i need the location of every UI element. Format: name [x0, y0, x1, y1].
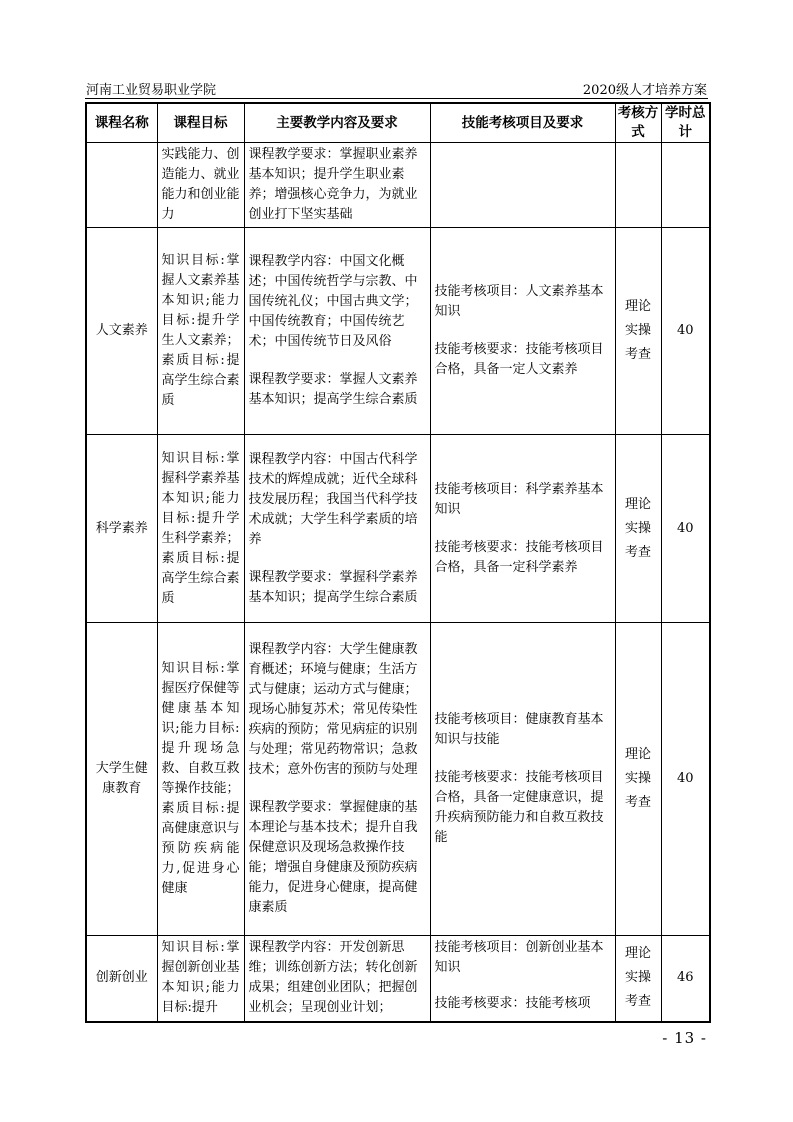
content-cell: [244, 623, 430, 936]
skill-cell: [430, 435, 615, 623]
skill-cell: [430, 623, 615, 936]
header-institution: 河南工业贸易职业学院: [86, 83, 217, 98]
col-header-exam: 考核方式: [615, 103, 661, 143]
course-name-cell: 创新创业: [86, 936, 157, 1022]
content-cell: [244, 228, 430, 435]
requirement-text: 课程教学要求：掌握健康的基本理论与基本技术；提升自我保健意识及现场急救操作技能；增强自身健康及预防疾病能力，促进身心健康，提高健康素质: [248, 800, 418, 915]
page-number: - 13 -: [662, 1029, 707, 1047]
col-header-course-name: 课程名称: [86, 103, 157, 143]
hours-cell: 40: [661, 623, 710, 936]
skill-cell: [430, 936, 615, 1022]
hours-cell: [661, 143, 710, 228]
col-header-course-goal: 课程目标: [157, 103, 244, 143]
exam-cell: [615, 143, 661, 228]
course-name-cell: 人文素养: [86, 228, 157, 435]
col-header-skill: 技能考核项目及要求: [430, 103, 615, 143]
skill-requirement-text: 技能考核要求：技能考核项: [434, 996, 591, 1011]
requirement-text: 课程教学要求：掌握人文素养基本知识；提高学生综合素质: [248, 372, 418, 407]
exam-method-cell: 理论 实操 考查: [615, 435, 661, 623]
skill-cell: [430, 143, 615, 228]
content-text: 课程教学内容：开发创新思维；训练创新方法；转化创新成果；组建创业团队；把握创业机会；呈现创业计划；: [248, 940, 418, 1016]
hours-cell: 40: [661, 435, 710, 623]
course-goal-cell: 知识目标:掌握医疗保健等健康基本知识;能力目标:提升现场急救、自救互救等操作技能；素质目标:提高健康意识与预防疾病能力,促进身心健康: [157, 623, 244, 936]
table-header-row: [86, 103, 710, 143]
content-cell: 课程教学要求：掌握职业素养基本知识；提升学生职业素养；增强核心竞争力，为就业创业打下坚实基础: [244, 143, 430, 228]
header-rule: [85, 98, 708, 99]
skill-requirement-text: 技能考核要求：技能考核项目合格，具备一定健康意识，提升疾病预防能力和自救互救技能: [434, 770, 604, 845]
table-row: [86, 228, 710, 435]
content-cell: [244, 435, 430, 623]
course-name-cell: 大学生健康教育: [86, 623, 157, 936]
requirement-text: 课程教学要求：掌握科学素养基本知识；提高学生综合素质: [248, 569, 418, 605]
table-row-continuation: [86, 143, 710, 228]
hours-cell: 46: [661, 936, 710, 1022]
content-cell: [244, 936, 430, 1022]
col-header-hours: 学时总计: [661, 103, 710, 143]
course-goal-cell: 知识目标:掌握科学素养基本知识;能力目标:提升学生科学素养；素质目标:提高学生综合素质: [157, 435, 244, 623]
exam-method-cell: 理论 实操 考查: [615, 936, 661, 1022]
content-text: 课程教学内容：中国古代科学技术的辉煌成就；近代全球科技发展历程；我国当代科学技术成就；大学生科学素质的培养: [248, 451, 418, 547]
col-header-content: 主要教学内容及要求: [244, 103, 430, 143]
exam-method-cell: 理论 实操 考查: [615, 228, 661, 435]
skill-requirement-text: 技能考核要求：技能考核项目合格，具备一定人文素养: [434, 342, 604, 377]
skill-item-text: 技能考核项目：人文素养基本知识: [434, 284, 604, 319]
skill-item-text: 技能考核项目：健康教育基本知识与技能: [434, 712, 604, 747]
table-row: [86, 936, 710, 1022]
header-doc-title: 2020级人才培养方案: [582, 83, 707, 98]
table-row: [86, 623, 710, 936]
skill-requirement-text: 技能考核要求：技能考核项目合格，具备一定科学素养: [434, 539, 604, 575]
hours-cell: 40: [661, 228, 710, 435]
course-name-cell: 科学素养: [86, 435, 157, 623]
skill-cell: [430, 228, 615, 435]
table-row: [86, 435, 710, 623]
skill-item-text: 技能考核项目：科学素养基本知识: [434, 481, 604, 517]
exam-method-cell: 理论 实操 考查: [615, 623, 661, 936]
course-goal-cell: 知识目标:掌握创新创业基本知识;能力目标:提升: [157, 936, 244, 1022]
course-name-cell: [86, 143, 157, 228]
course-goal-cell: 实践能力、创造能力、就业能力和创业能力: [157, 143, 244, 228]
course-goal-cell: 知识目标:掌握人文素养基本知识;能力目标:提升学生人文素养；素质目标:提高学生综合素质: [157, 228, 244, 435]
content-text: 课程教学内容：中国文化概述；中国传统哲学与宗教、中国传统礼仪；中国古典文学；中国传统教育；中国传统艺术；中国传统节日及风俗: [248, 254, 418, 349]
skill-item-text: 技能考核项目：创新创业基本知识: [434, 940, 604, 975]
curriculum-table: [85, 102, 711, 1023]
content-text: 课程教学内容：大学生健康教育概述；环境与健康；生活方式与健康；运动方式与健康；现场心肺复苏术；常见传染性疾病的预防；常见病症的识别与处理；常见药物常识；急救技术；意外伤害的预防与处理: [248, 642, 418, 777]
